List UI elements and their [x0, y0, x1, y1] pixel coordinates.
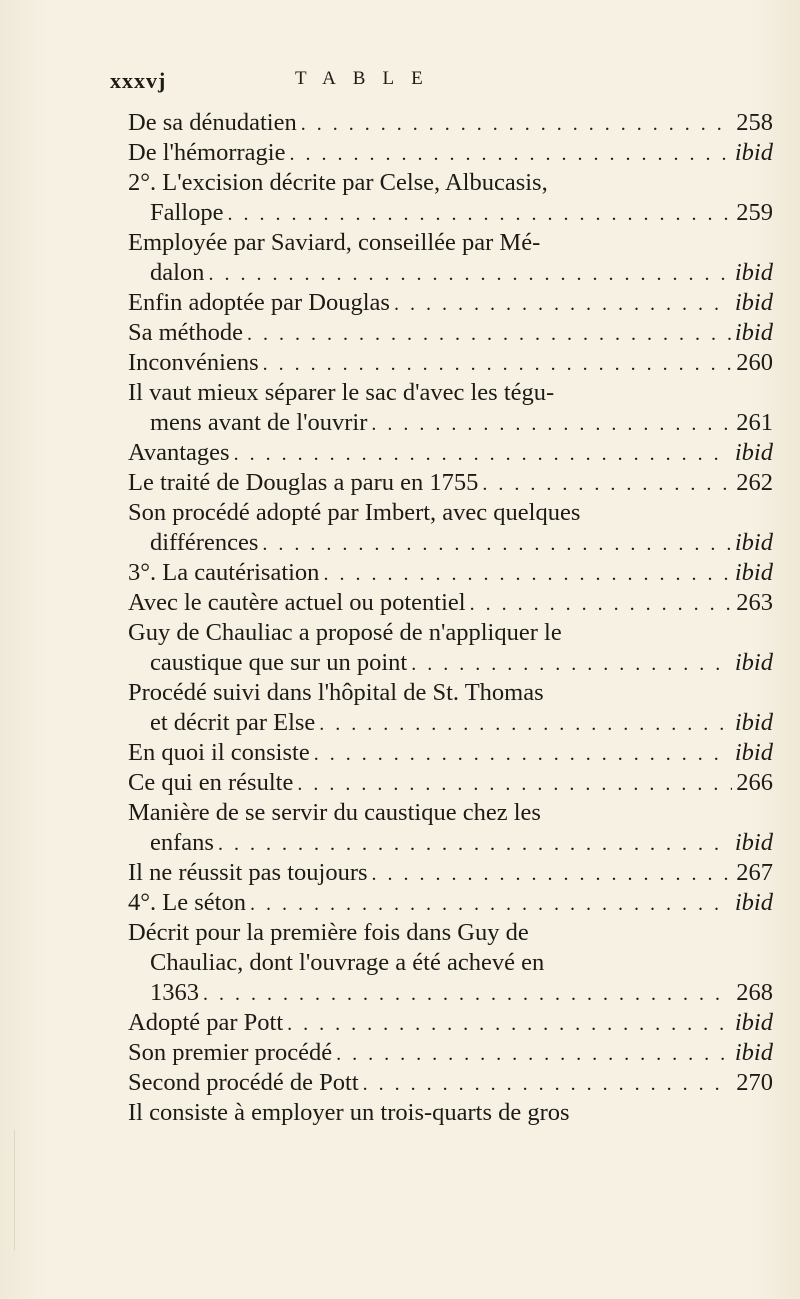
toc-entry-text: 3°. La cautérisation	[128, 559, 320, 586]
dot-leader	[208, 259, 730, 289]
toc-entry	[128, 558, 773, 588]
toc-entry-continuation	[128, 828, 773, 858]
toc-entry	[128, 738, 773, 768]
toc-entry-text: De sa dénudatien	[128, 109, 297, 136]
toc-entry	[128, 138, 773, 168]
toc-entry	[128, 888, 773, 918]
toc-entry-text: Guy de Chauliac a proposé de n'appliquer le	[128, 619, 562, 646]
toc-entry-page: ibid	[734, 1009, 773, 1036]
toc-entry	[128, 858, 773, 888]
toc-entry-page: 260	[736, 349, 773, 376]
toc-entry-text: Il consiste à employer un trois-quarts de gros	[128, 1099, 570, 1126]
dot-leader	[371, 409, 732, 439]
toc-entry-text: De l'hémorragie	[128, 139, 286, 166]
toc-entry-text: Procédé suivi dans l'hôpital de St. Thomas	[128, 679, 544, 706]
toc-entry-line	[128, 888, 773, 918]
toc-entry-text: Fallope	[150, 199, 224, 226]
toc-entry-text: Adopté par Pott	[128, 1009, 284, 1036]
toc-entry-page: 261	[736, 409, 773, 436]
dot-leader	[218, 829, 731, 859]
toc-entry	[128, 1008, 773, 1038]
toc-entry-text: Son premier procédé	[128, 1039, 333, 1066]
dot-leader	[289, 139, 730, 169]
toc-entry-text: Le traité de Douglas a paru en 1755	[128, 469, 479, 496]
dot-leader	[372, 859, 733, 889]
toc-entry-page: ibid	[734, 889, 773, 916]
toc-entry	[128, 288, 773, 318]
toc-entry-line	[128, 438, 773, 468]
toc-entry-text: Il ne réussit pas toujours	[128, 859, 368, 886]
dot-leader	[411, 649, 731, 679]
toc-entry	[128, 1038, 773, 1068]
toc-entry-line	[128, 1068, 773, 1098]
toc-entry-page: ibid	[734, 559, 773, 586]
toc-entry-line	[128, 738, 773, 768]
toc-entry-line	[128, 558, 773, 588]
toc-entry-page: ibid	[734, 649, 773, 676]
page-number: xxxvj	[110, 68, 167, 93]
toc-entry-text: Employée par Saviard, conseillée par Mé-	[128, 229, 541, 256]
toc-entry-text: mens avant de l'ouvrir	[150, 409, 368, 436]
dot-leader	[482, 469, 732, 499]
toc-entry-text: Second procédé de Pott	[128, 1069, 359, 1096]
toc-entry-text: 2°. L'excision décrite par Celse, Albucasis,	[128, 169, 548, 196]
toc-entry-text: enfans	[150, 829, 214, 856]
dot-leader	[336, 1039, 731, 1069]
toc-entry	[128, 348, 773, 378]
dot-leader	[287, 1009, 731, 1039]
toc-entry	[128, 378, 773, 438]
toc-entry-line	[128, 498, 773, 528]
toc-entry-text: Avec le cautère actuel ou potentiel	[128, 589, 466, 616]
toc-entry-text: Manière de se servir du caustique chez les	[128, 799, 541, 826]
dot-leader	[363, 1069, 733, 1099]
toc-entry-continuation	[128, 258, 773, 288]
toc-entry-page: ibid	[734, 289, 773, 316]
toc-entry	[128, 468, 773, 498]
toc-entry-page: ibid	[734, 829, 773, 856]
toc-entry	[128, 438, 773, 468]
toc-entry-continuation	[128, 978, 773, 1008]
toc-entry	[128, 768, 773, 798]
toc-entry-line	[128, 1038, 773, 1068]
toc-entry-line	[128, 318, 773, 348]
dot-leader	[319, 709, 731, 739]
toc-entry-line	[128, 138, 773, 168]
toc-entry-page: 263	[736, 589, 773, 616]
toc-entry-continuation	[128, 528, 773, 558]
toc-entry	[128, 318, 773, 348]
toc-entry-line	[128, 768, 773, 798]
dot-leader	[297, 769, 732, 799]
toc-entry-text: Ce qui en résulte	[128, 769, 294, 796]
toc-entry-line	[128, 618, 773, 648]
toc-entry-page: ibid	[734, 139, 773, 166]
toc-entry-text: Avantages	[128, 439, 230, 466]
toc-entry	[128, 108, 773, 138]
toc-entry-page: 262	[736, 469, 773, 496]
toc-entry-text: différences	[150, 529, 259, 556]
toc-entry	[128, 918, 773, 1008]
toc-entry-line	[128, 678, 773, 708]
toc-entry-page: 259	[736, 199, 773, 226]
toc-entry-text: Inconvéniens	[128, 349, 259, 376]
toc-entry	[128, 588, 773, 618]
toc-entry-text: Il vaut mieux séparer le sac d'avec les tégu-	[128, 379, 555, 406]
toc-entry-line	[128, 108, 773, 138]
toc-entry-line	[128, 1098, 773, 1128]
toc-entry-page: ibid	[734, 1039, 773, 1066]
toc-entry-text: 1363	[150, 979, 199, 1006]
toc-entry-line	[128, 798, 773, 828]
toc-entry-page: 268	[736, 979, 773, 1006]
toc-entry-page: ibid	[734, 319, 773, 346]
dot-leader	[314, 739, 731, 769]
toc-entry-line	[128, 348, 773, 378]
toc-entry	[128, 168, 773, 228]
dot-leader	[470, 589, 733, 619]
dot-leader	[247, 319, 731, 349]
toc-entry	[128, 618, 773, 678]
dot-leader	[323, 559, 730, 589]
toc-entry-text: Son procédé adopté par Imbert, avec quelques	[128, 499, 581, 526]
dot-leader	[394, 289, 731, 319]
toc-entry	[128, 228, 773, 288]
toc-entry	[128, 1098, 773, 1128]
toc-entry-text: et décrit par Else	[150, 709, 316, 736]
toc-entry-page: ibid	[734, 739, 773, 766]
running-title: TABLE	[295, 68, 440, 89]
toc-entry-line	[128, 1008, 773, 1038]
toc-entry-page: ibid	[734, 259, 773, 286]
toc-entry-continuation	[128, 408, 773, 438]
toc-entry-text: 4°. Le séton	[128, 889, 246, 916]
toc-entry-page: 267	[736, 859, 773, 886]
dot-leader	[263, 349, 733, 379]
toc-entry	[128, 498, 773, 558]
toc-entry-text: dalon	[150, 259, 205, 286]
toc-entry-text: Décrit pour la première fois dans Guy de	[128, 919, 529, 946]
toc-entry	[128, 1068, 773, 1098]
table-of-contents	[128, 108, 773, 1128]
dot-leader	[301, 109, 733, 139]
toc-entry	[128, 798, 773, 858]
dot-leader	[234, 439, 731, 469]
page-header	[110, 68, 730, 98]
dot-leader	[250, 889, 731, 919]
toc-entry-line	[128, 378, 773, 408]
toc-entry-text: Enfin adoptée par Douglas	[128, 289, 390, 316]
page-edge-mark	[14, 1130, 135, 1250]
toc-entry-continuation	[128, 648, 773, 678]
dot-leader	[262, 529, 731, 559]
toc-entry-page: ibid	[734, 529, 773, 556]
toc-entry-line	[128, 288, 773, 318]
dot-leader	[203, 979, 732, 1009]
toc-entry-page: ibid	[734, 439, 773, 466]
toc-entry-line	[128, 228, 773, 258]
toc-entry-continuation	[128, 948, 773, 978]
toc-entry-page: 266	[736, 769, 773, 796]
toc-entry-text: Sa méthode	[128, 319, 243, 346]
toc-entry-page: 270	[736, 1069, 773, 1096]
toc-entry-page: 258	[736, 109, 773, 136]
toc-entry-line	[128, 468, 773, 498]
toc-entry-text: En quoi il consiste	[128, 739, 310, 766]
dot-leader	[228, 199, 733, 229]
toc-entry-continuation	[128, 198, 773, 228]
toc-entry-line	[128, 168, 773, 198]
toc-entry-text: Chauliac, dont l'ouvrage a été achevé en	[150, 949, 545, 976]
toc-entry-continuation	[128, 708, 773, 738]
toc-entry-line	[128, 588, 773, 618]
toc-entry-line	[128, 918, 773, 948]
toc-entry-line	[128, 858, 773, 888]
toc-entry	[128, 678, 773, 738]
toc-entry-page: ibid	[734, 709, 773, 736]
toc-entry-text: caustique que sur un point	[150, 649, 408, 676]
